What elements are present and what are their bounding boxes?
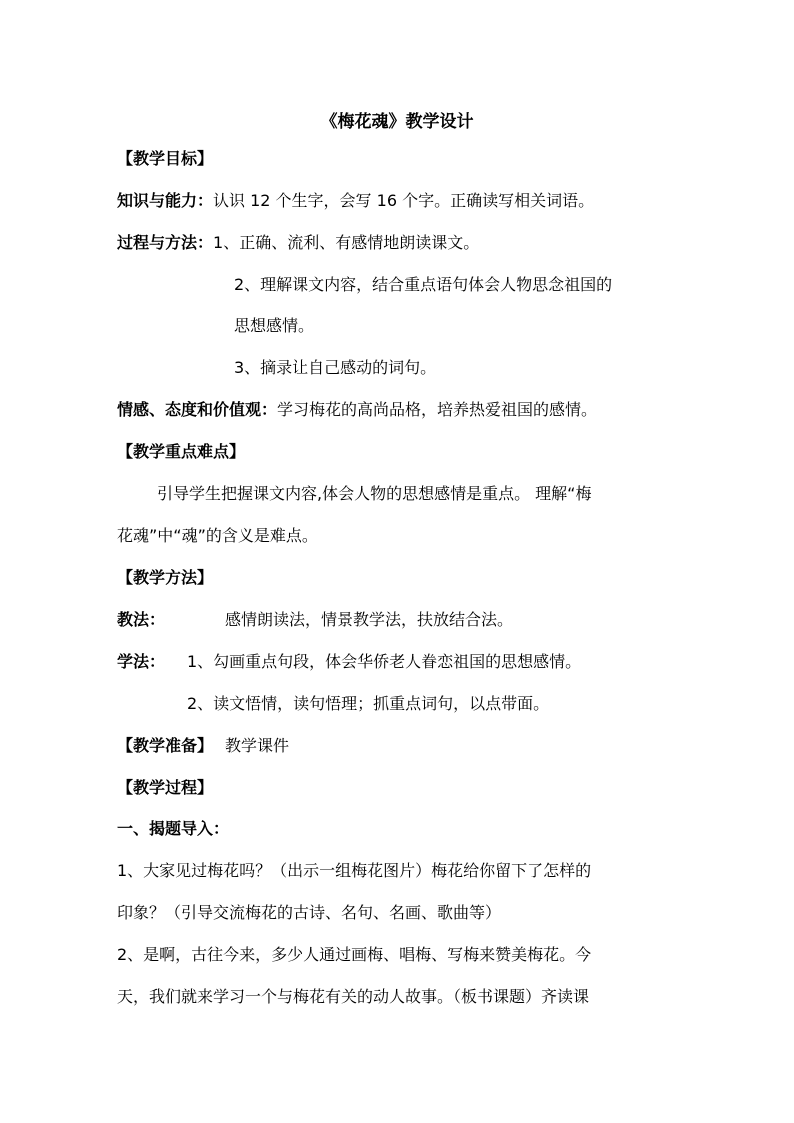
process-section-1-heading: 一、揭题导入： [117, 819, 230, 838]
process-line-4: 天，我们就来学习一个与梅花有关的动人故事。（板书课题）齐读课 [117, 987, 590, 1006]
process-line-2: 印象？（引导交流梅花的古诗、名句、名画、歌曲等） [117, 903, 502, 922]
process-label: 过程与方法： [117, 233, 214, 252]
section-heading-process: 【教学过程】 [117, 778, 214, 797]
learn-item-2: 2、读文悟情，读句悟理；抓重点词句，以点带面。 [187, 694, 550, 713]
process-item-3: 3、摘录让自己感动的词句。 [234, 358, 437, 377]
key-points-line-1: 引导学生把握课文内容,体会人物的思想感情是重点。 理解“梅 [157, 484, 592, 503]
emotion-text: 学习梅花的高尚品格，培养热爱祖国的感情。 [277, 400, 598, 419]
knowledge-label: 知识与能力： [117, 191, 214, 210]
prep-line [117, 736, 289, 756]
section-heading-prep: 【教学准备】 [117, 736, 214, 755]
teach-label: 教法： [117, 610, 166, 629]
section-heading-goals: 【教学目标】 [117, 149, 214, 168]
key-points-line-2: 花魂”中“魂”的含义是难点。 [117, 526, 318, 545]
process-item-1: 1、正确、流利、有感情地朗读课文。 [213, 233, 480, 252]
teach-method-line [117, 610, 165, 630]
process-line-3: 2、是啊，古往今来，多少人通过画梅、唱梅、写梅来赞美梅花。今 [117, 945, 592, 964]
knowledge-text: 认识 12 个生字，会写 16 个字。正确读写相关词语。 [213, 191, 595, 210]
knowledge-ability-line [117, 191, 594, 211]
learn-item-1: 1、勾画重点句段，体会华侨老人眷恋祖国的思想感情。 [187, 652, 582, 671]
emotion-label: 情感、态度和价值观： [117, 400, 278, 419]
process-line-1: 1、大家见过梅花吗？（出示一组梅花图片）梅花给你留下了怎样的 [117, 861, 592, 880]
teach-text: 感情朗读法，情景教学法，扶放结合法。 [225, 610, 514, 629]
process-method-line [117, 233, 479, 253]
learn-method-line [117, 652, 165, 672]
process-item-2: 2、理解课文内容，结合重点语句体会人物思念祖国的 [234, 275, 613, 294]
section-heading-methods: 【教学方法】 [117, 568, 214, 587]
emotion-line [117, 400, 597, 420]
learn-label: 学法： [117, 652, 166, 671]
prep-text: 教学课件 [225, 736, 290, 755]
document-title: 《梅花魂》教学设计 [320, 112, 474, 132]
section-heading-key-points: 【教学重点难点】 [117, 442, 246, 461]
process-item-2-cont: 思想感情。 [234, 316, 315, 335]
